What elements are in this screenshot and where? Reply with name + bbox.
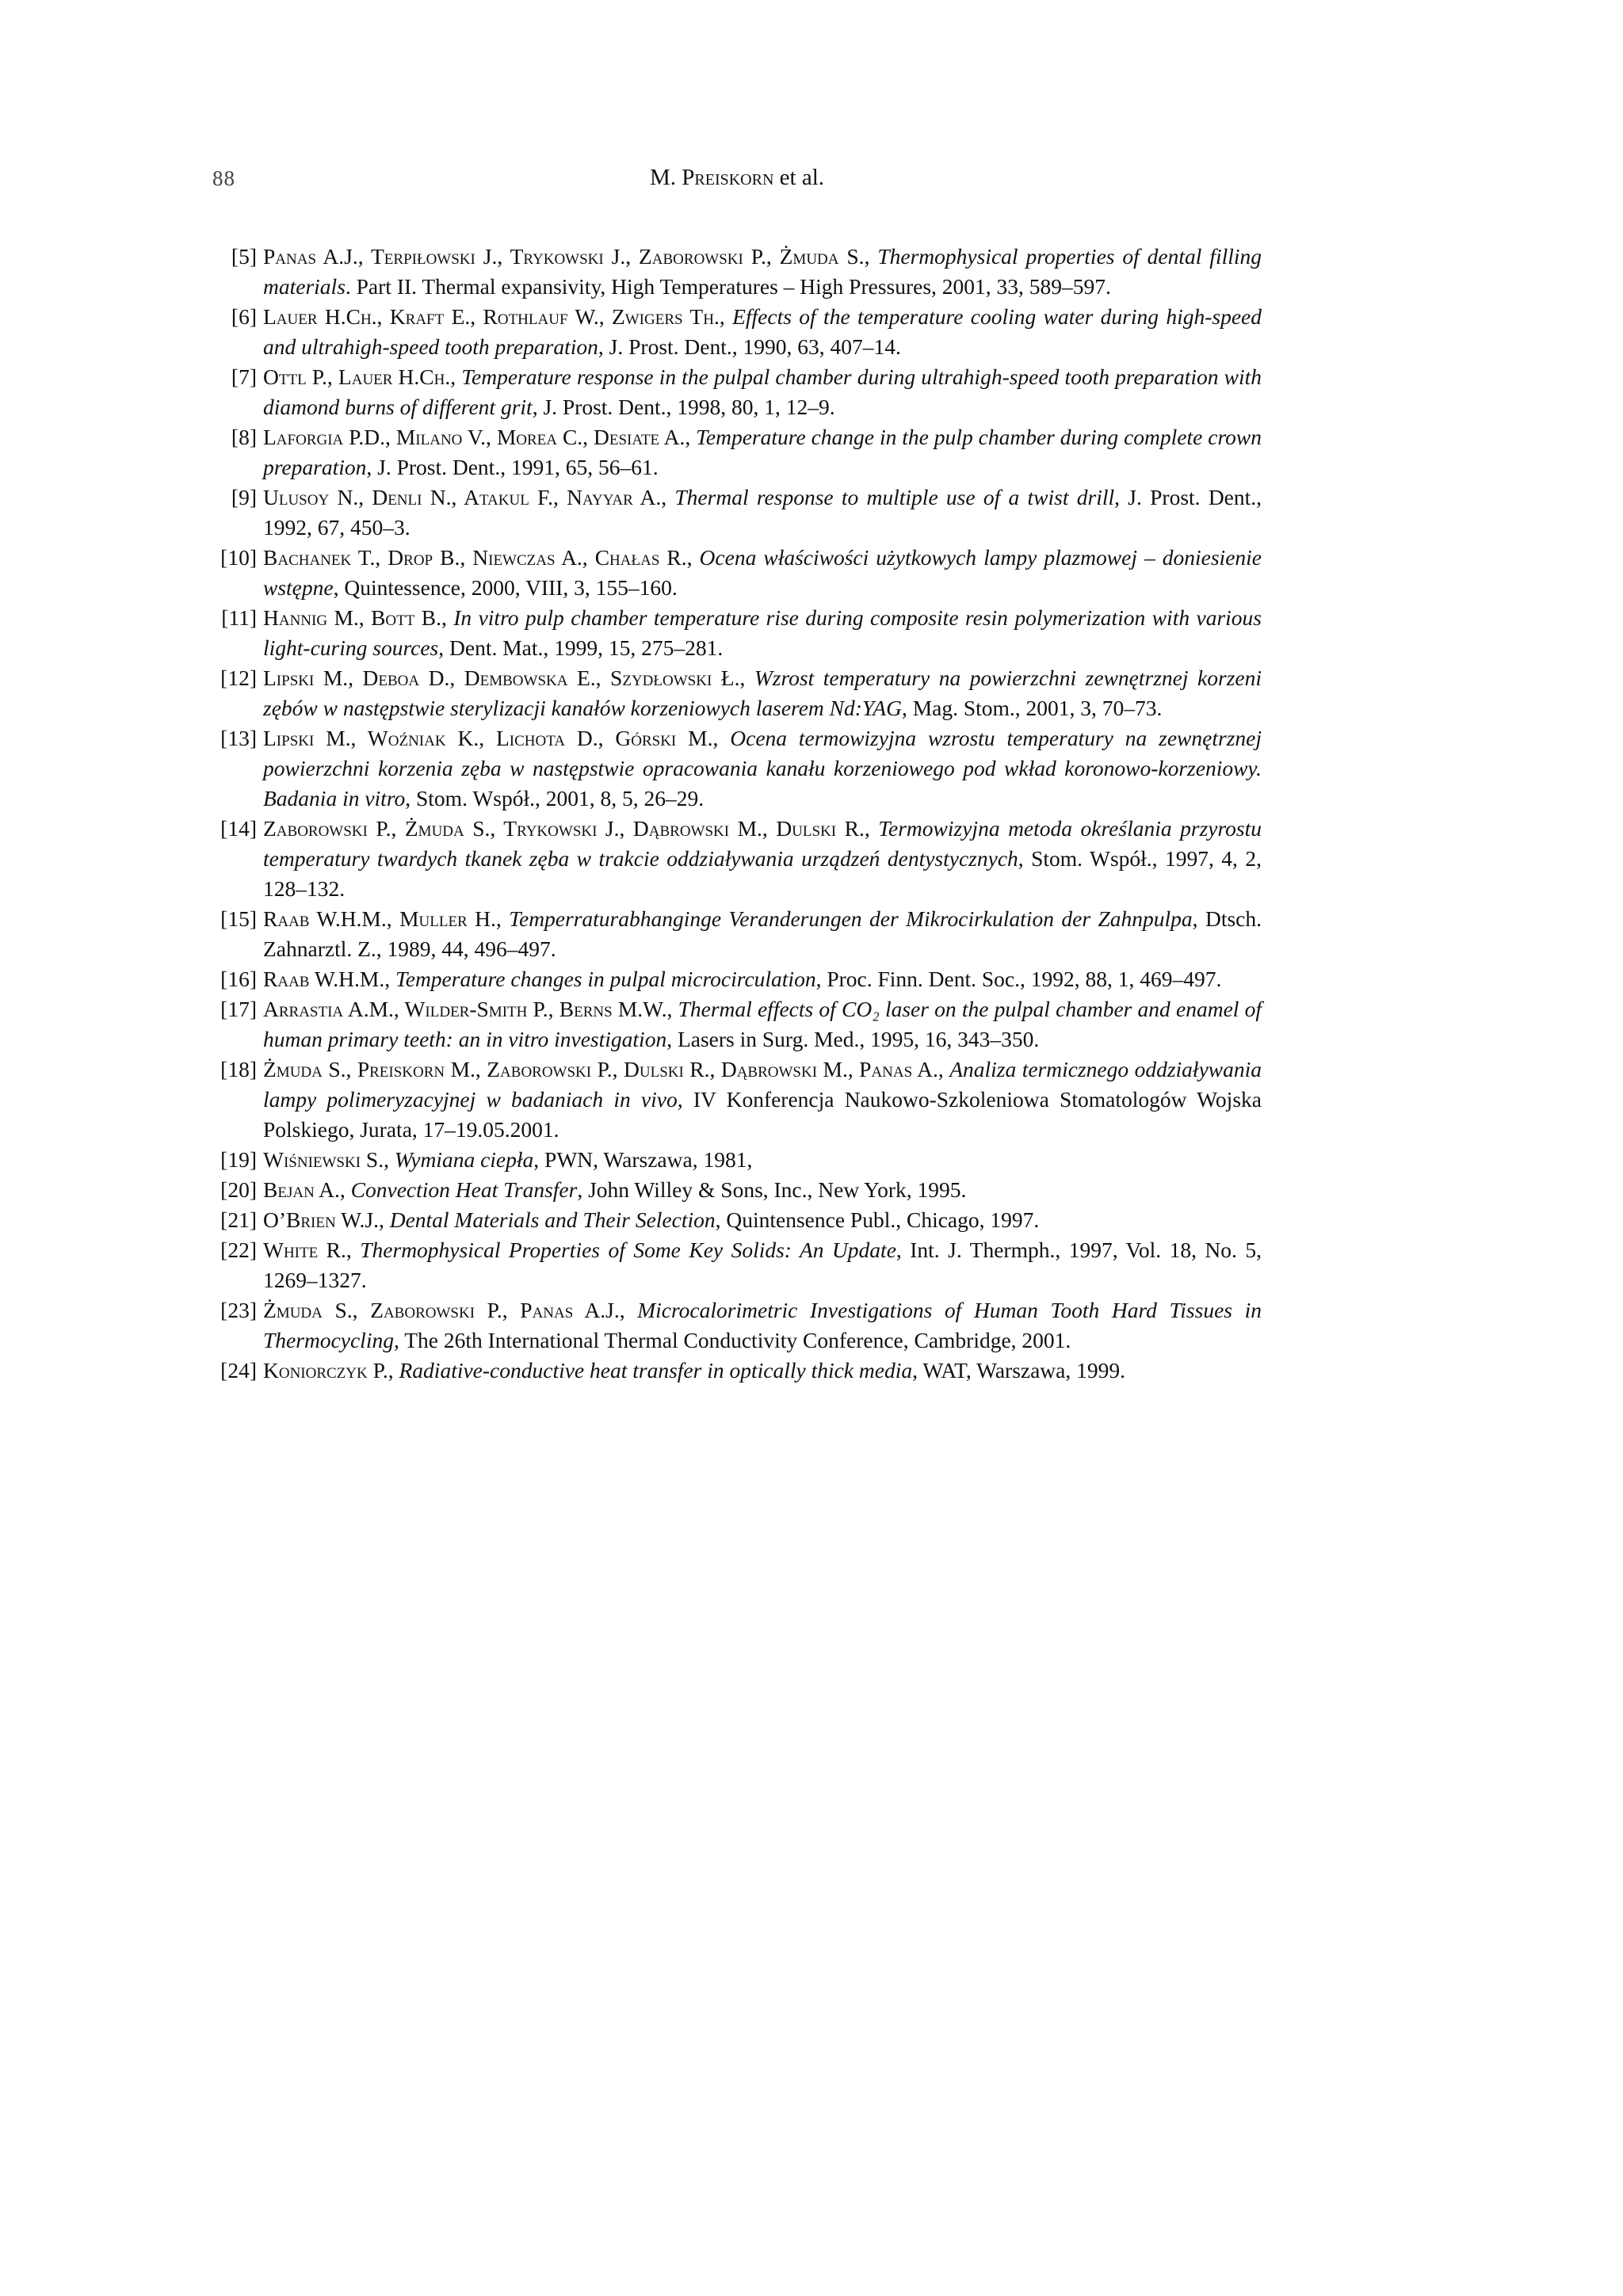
reference-source: , WAT, Warszawa, 1999.: [912, 1358, 1125, 1383]
reference-title: Thermal effects of CO₂ laser on the pulpal chamber and enamel of human primary teeth: an in vitro investigation: [263, 997, 1262, 1051]
running-head-author: reiskorn: [694, 165, 774, 190]
running-head: [212, 165, 1262, 191]
reference-source: , J. Prost. Dent., 1992, 67, 450–3.: [263, 485, 1262, 540]
reference-title: Microcalorimetric Investigations of Human Tooth Hard Tissues in Thermocycling: [263, 1298, 1262, 1352]
reference-title: Temperraturabhanginge Veranderungen der Mikrocirkulation der Zahnpulpa: [509, 906, 1193, 931]
reference-title: In vitro pulp chamber temperature rise during composite resin polymerization with various light-curing sources: [263, 605, 1262, 660]
reference-number: [18]: [220, 1057, 257, 1081]
reference-number: [20]: [220, 1177, 257, 1202]
reference-source: , Dent. Mat., 1999, 15, 275–281.: [438, 635, 724, 660]
running-head-lead: M. P: [649, 165, 695, 190]
reference-authors: Koniorczyk P.: [263, 1358, 388, 1383]
reference-number: [12]: [220, 666, 257, 690]
reference-item: [17] Arrastia A.M., Wilder-Smith P., Berns M.W., Thermal effects of CO₂ laser on the pulpal chamber and enamel of human primary teeth: an in vitro investigation, Lasers in Surg. Med., 1995, 16, 343–350.: [212, 994, 1262, 1055]
reference-title: Temperature response in the pulpal chamber during ultrahigh-speed tooth preparation with diamond burns of different grit: [263, 364, 1262, 419]
reference-source: , J. Prost. Dent., 1991, 65, 56–61.: [366, 455, 659, 479]
reference-authors: Zaborowski P., Żmuda S., Trykowski J., Dąbrowski M., Dulski R.: [263, 816, 865, 841]
reference-source: , Int. J. Thermph., 1997, Vol. 18, No. 5, 1269–1327.: [263, 1238, 1262, 1292]
reference-authors: Lipski M., Woźniak K., Lichota D., Górski M.: [263, 726, 713, 750]
reference-number: [10]: [220, 545, 257, 570]
reference-authors: Lipski M., Deboa D., Dembowska E., Szydłowski Ł.: [263, 666, 740, 690]
reference-title: Analiza termicznego oddziaływania lampy polimeryzacyjnej w badaniach in vivo: [263, 1057, 1262, 1112]
reference-item: [14] Zaborowski P., Żmuda S., Trykowski J., Dąbrowski M., Dulski R., Termowizyjna metoda określania przyrostu temperatury twardych tkanek zęba w trakcie oddziaływania urządzeń dentystycznych, Stom. Współ., 1997, 4, 2, 128–132.: [212, 814, 1262, 904]
reference-title: Convection Heat Transfer: [350, 1177, 578, 1202]
reference-authors: Żmuda S., Zaborowski P., Panas A.J.: [263, 1298, 620, 1322]
reference-title: Thermal response to multiple use of a twist drill: [674, 485, 1115, 509]
reference-item: [12] Lipski M., Deboa D., Dembowska E., Szydłowski Ł., Wzrost temperatury na powierzchni zewnętrznej korzeni zębów w następstwie sterylizacji kanałów korzeniowych laserem Nd:YAG, Mag. Stom., 2001, 3, 70–73.: [212, 663, 1262, 723]
reference-authors: Hannig M., Bott B.: [263, 605, 441, 630]
reference-source: , Quintessence, 2000, VIII, 3, 155–160.: [333, 575, 678, 600]
reference-item: [15] Raab W.H.M., Muller H., Temperraturabhanginge Veranderungen der Mikrocirkulation der Zahnpulpa, Dtsch. Zahnarztl. Z., 1989, 44, 496–497.: [212, 904, 1262, 964]
reference-number: [8]: [231, 425, 257, 449]
reference-number: [5]: [231, 244, 257, 269]
reference-authors: Raab W.H.M.: [263, 967, 385, 991]
reference-number: [15]: [220, 906, 257, 931]
reference-number: [13]: [220, 726, 257, 750]
reference-number: [14]: [220, 816, 257, 841]
reference-source: , Stom. Współ., 1997, 4, 2, 128–132.: [263, 846, 1262, 901]
reference-source: , J. Prost. Dent., 1998, 80, 1, 12–9.: [532, 395, 835, 419]
reference-item: [22] White R., Thermophysical Properties of Some Key Solids: An Update, Int. J. Thermph., 1997, Vol. 18, No. 5, 1269–1327.: [212, 1235, 1262, 1295]
reference-authors: Bachanek T., Drop B., Niewczas A., Chałas R.: [263, 545, 687, 570]
reference-source: , J. Prost. Dent., 1990, 63, 407–14.: [598, 334, 901, 359]
reference-number: [11]: [221, 605, 257, 630]
reference-item: [6] Lauer H.Ch., Kraft E., Rothlauf W., Zwigers Th., Effects of the temperature cooling water during high-speed and ultrahigh-speed tooth preparation, J. Prost. Dent., 1990, 63, 407–14.: [212, 302, 1262, 362]
reference-authors: Panas A.J., Terpiłowski J., Trykowski J., Zaborowski P., Żmuda S.: [263, 244, 865, 269]
reference-list: [212, 242, 1262, 1386]
reference-item: [11] Hannig M., Bott B., In vitro pulp chamber temperature rise during composite resin polymerization with various light-curing sources, Dent. Mat., 1999, 15, 275–281.: [212, 603, 1262, 663]
reference-number: [19]: [220, 1147, 257, 1172]
reference-item: [8] Laforgia P.D., Milano V., Morea C., Desiate A., Temperature change in the pulp chamber during complete crown preparation, J. Prost. Dent., 1991, 65, 56–61.: [212, 422, 1262, 482]
reference-item: [9] Ulusoy N., Denli N., Atakul F., Nayyar A., Thermal response to multiple use of a twist drill, J. Prost. Dent., 1992, 67, 450–3.: [212, 482, 1262, 543]
reference-title: Thermophysical Properties of Some Key Solids: An Update: [360, 1238, 896, 1262]
reference-authors: Laforgia P.D., Milano V., Morea C., Desiate A.: [263, 425, 685, 449]
reference-item: [7] Ottl P., Lauer H.Ch., Temperature response in the pulpal chamber during ultrahigh-speed tooth preparation with diamond burns of different grit, J. Prost. Dent., 1998, 80, 1, 12–9.: [212, 362, 1262, 422]
reference-title: Ocena właściwości użytkowych lampy plazmowej – doniesienie wstępne: [263, 545, 1262, 600]
reference-source: , Proc. Finn. Dent. Soc., 1992, 88, 1, 469–497.: [815, 967, 1222, 991]
running-head-tail: et al.: [773, 165, 825, 190]
reference-source: . Part II. Thermal expansivity, High Temperatures – High Pressures, 2001, 33, 589–597.: [345, 274, 1111, 299]
reference-number: [17]: [220, 997, 257, 1021]
reference-item: [21] O’Brien W.J., Dental Materials and Their Selection, Quintensence Publ., Chicago, 1997.: [212, 1205, 1262, 1235]
reference-item: [10] Bachanek T., Drop B., Niewczas A., Chałas R., Ocena właściwości użytkowych lampy plazmowej – doniesienie wstępne, Quintessence, 2000, VIII, 3, 155–160.: [212, 543, 1262, 603]
reference-item: [20] Bejan A., Convection Heat Transfer, John Willey & Sons, Inc., New York, 1995.: [212, 1175, 1262, 1205]
reference-number: [22]: [220, 1238, 257, 1262]
reference-item: [23] Żmuda S., Zaborowski P., Panas A.J., Microcalorimetric Investigations of Human Tooth Hard Tissues in Thermocycling, The 26th International Thermal Conductivity Conference, Cambridge, 2001.: [212, 1295, 1262, 1356]
reference-authors: Żmuda S., Preiskorn M., Zaborowski P., Dulski R., Dąbrowski M., Panas A.: [263, 1057, 938, 1081]
reference-source: , Mag. Stom., 2001, 3, 70–73.: [901, 696, 1163, 720]
reference-source: , Stom. Współ., 2001, 8, 5, 26–29.: [405, 786, 705, 810]
reference-item: [19] Wiśniewski S., Wymiana ciepła, PWN, Warszawa, 1981,: [212, 1145, 1262, 1175]
reference-source: , John Willey & Sons, Inc., New York, 1995.: [577, 1177, 967, 1202]
reference-number: [16]: [220, 967, 257, 991]
reference-source: , PWN, Warszawa, 1981,: [533, 1147, 753, 1172]
reference-authors: O’Brien W.J.: [263, 1207, 379, 1232]
reference-title: Dental Materials and Their Selection: [389, 1207, 716, 1232]
reference-title: Radiative-conductive heat transfer in optically thick media: [399, 1358, 913, 1383]
reference-item: [5] Panas A.J., Terpiłowski J., Trykowski J., Zaborowski P., Żmuda S., Thermophysical properties of dental filling materials. Part II. Thermal expansivity, High Temperatures – High Pressures, 2001, 33, 589–597.: [212, 242, 1262, 302]
page-number: 88: [212, 166, 235, 190]
reference-title: Temperature change in the pulp chamber during complete crown preparation: [263, 425, 1262, 479]
reference-authors: Ottl P., Lauer H.Ch.: [263, 364, 451, 389]
reference-source: , Dtsch. Zahnarztl. Z., 1989, 44, 496–497.: [263, 906, 1262, 961]
reference-authors: Bejan A.: [263, 1177, 340, 1202]
reference-authors: Arrastia A.M., Wilder-Smith P., Berns M.W.: [263, 997, 667, 1021]
reference-item: [13] Lipski M., Woźniak K., Lichota D., Górski M., Ocena termowizyjna wzrostu temperatury na zewnętrznej powierzchni korzenia zęba w następstwie opracowania kanału korzeniowego pod wkład koronowo-korzeniowy. Badania in vitro, Stom. Współ., 2001, 8, 5, 26–29.: [212, 723, 1262, 814]
reference-authors: Ulusoy N., Denli N., Atakul F., Nayyar A.: [263, 485, 662, 509]
reference-title: Wzrost temperatury na powierzchni zewnętrznej korzeni zębów w następstwie sterylizacji kanałów korzeniowych laserem Nd:YAG: [263, 666, 1262, 720]
reference-source: , IV Konferencja Naukowo-Szkoleniowa Stomatologów Wojska Polskiego, Jurata, 17–19.05.2001.: [263, 1087, 1262, 1142]
reference-number: [23]: [220, 1298, 257, 1322]
reference-authors: White R.: [263, 1238, 346, 1262]
reference-title: Effects of the temperature cooling water during high-speed and ultrahigh-speed tooth preparation: [263, 304, 1262, 359]
reference-source: , The 26th International Thermal Conductivity Conference, Cambridge, 2001.: [393, 1328, 1071, 1352]
reference-number: [24]: [220, 1358, 257, 1383]
reference-source: , Quintensence Publ., Chicago, 1997.: [715, 1207, 1040, 1232]
reference-number: [7]: [231, 364, 257, 389]
reference-authors: Lauer H.Ch., Kraft E., Rothlauf W., Zwigers Th.: [263, 304, 720, 329]
reference-number: [21]: [220, 1207, 257, 1232]
reference-title: Wymiana ciepła: [394, 1147, 534, 1172]
reference-title: Ocena termowizyjna wzrostu temperatury na zewnętrznej powierzchni korzenia zęba w następstwie opracowania kanału korzeniowego pod wkład koronowo-korzeniowy. Badania in vitro: [263, 726, 1262, 810]
reference-authors: Wiśniewski S.: [263, 1147, 384, 1172]
page-header: [212, 165, 1262, 196]
reference-item: [16] Raab W.H.M., Temperature changes in pulpal microcirculation, Proc. Finn. Dent. Soc., 1992, 88, 1, 469–497.: [212, 964, 1262, 994]
reference-number: [9]: [231, 485, 257, 509]
reference-item: [24] Koniorczyk P., Radiative-conductive heat transfer in optically thick media, WAT, Warszawa, 1999.: [212, 1356, 1262, 1386]
reference-title: Thermophysical properties of dental filling materials: [263, 244, 1262, 299]
reference-item: [18] Żmuda S., Preiskorn M., Zaborowski P., Dulski R., Dąbrowski M., Panas A., Analiza termicznego oddziaływania lampy polimeryzacyjnej w badaniach in vivo, IV Konferencja Naukowo-Szkoleniowa Stomatologów Wojska Polskiego, Jurata, 17–19.05.2001.: [212, 1055, 1262, 1145]
reference-number: [6]: [231, 304, 257, 329]
reference-source: , Lasers in Surg. Med., 1995, 16, 343–350.: [666, 1027, 1040, 1051]
reference-title: Termowizyjna metoda określania przyrostu temperatury twardych tkanek zęba w trakcie oddziaływania urządzeń dentystycznych: [263, 816, 1262, 871]
reference-authors: Raab W.H.M., Muller H.: [263, 906, 496, 931]
reference-title: Temperature changes in pulpal microcirculation: [395, 967, 816, 991]
